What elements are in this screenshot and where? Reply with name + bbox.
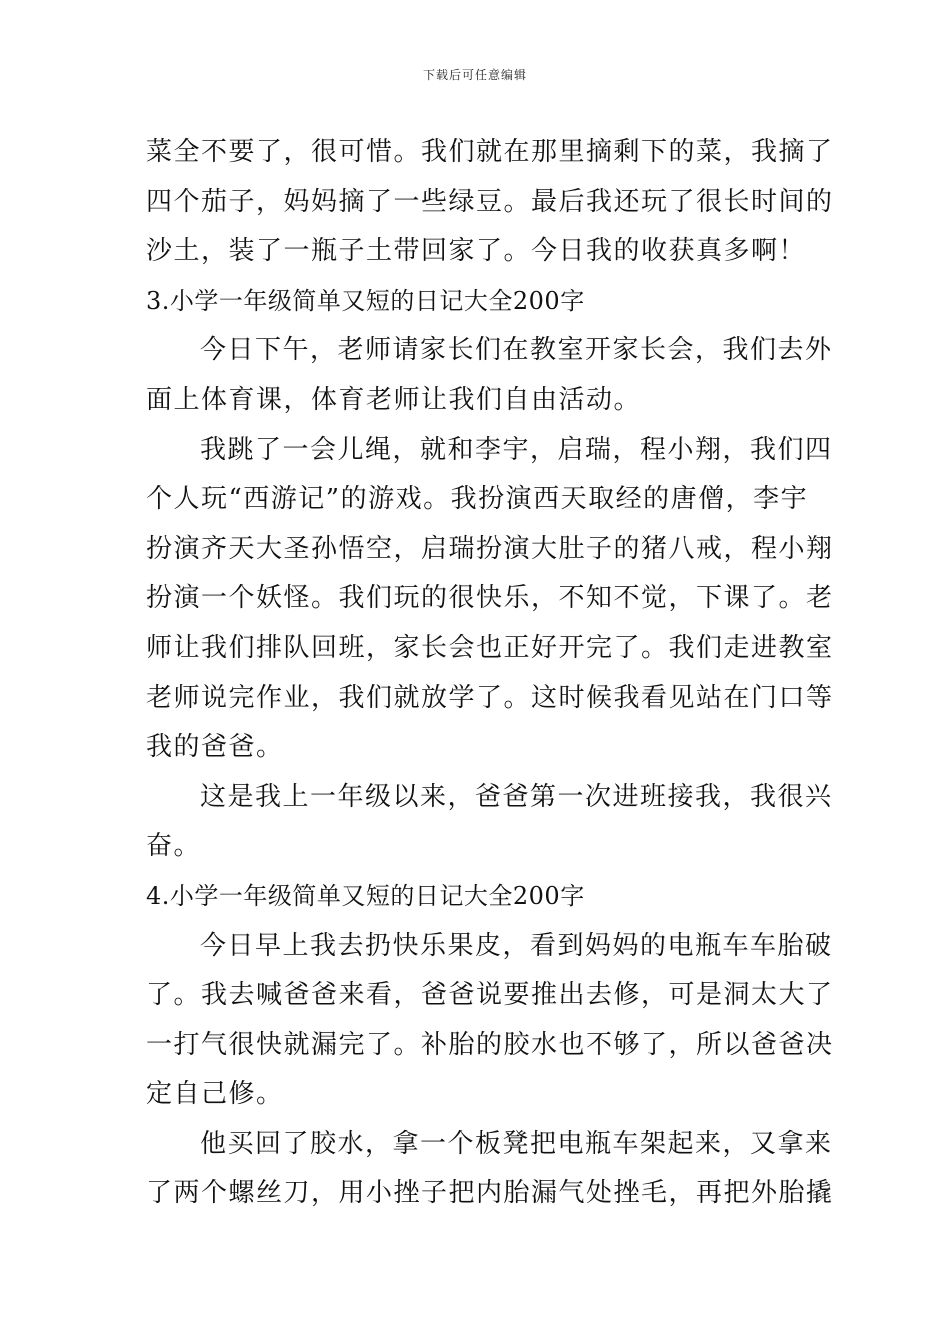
text-line: 我的爸爸。 xyxy=(146,732,284,763)
text-line: 扮演齐天大圣孙悟空，启瑞扮演大肚子的猪八戒，程小翔 xyxy=(146,533,834,564)
text-line: 定自己修。 xyxy=(146,1079,284,1110)
paragraph-first-line: 我跳了一会儿绳，就和李宇，启瑞，程小翔，我们四 xyxy=(200,434,833,465)
text-line: 沙土，装了一瓶子土带回家了。今日我的收获真多啊！ xyxy=(146,236,807,267)
text-line: 四个茄子，妈妈摘了一些绿豆。最后我还玩了很长时间的 xyxy=(146,186,834,217)
text-line: 奋。 xyxy=(146,831,202,862)
paragraph-first-line: 他买回了胶水，拿一个板凳把电瓶车架起来，又拿来 xyxy=(200,1128,833,1159)
text-line: 个人玩“西游记”的游戏。我扮演西天取经的唐僧，李宇 xyxy=(146,484,809,515)
text-line: 老师说完作业，我们就放学了。这时候我看见站在门口等 xyxy=(146,682,834,713)
text-line: 一打气很快就漏完了。补胎的胶水也不够了，所以爸爸决 xyxy=(146,1029,834,1060)
paragraph-first-line: 今日早上我去扔快乐果皮，看到妈妈的电瓶车车胎破 xyxy=(200,930,833,961)
document-body xyxy=(146,128,834,1219)
paragraph-first-line: 这是我上一年级以来，爸爸第一次进班接我，我很兴 xyxy=(200,781,833,812)
section-heading: 4.小学一年级简单又短的日记大全200字 xyxy=(146,881,585,910)
text-line: 面上体育课，体育老师让我们自由活动。 xyxy=(146,384,642,415)
text-line: 师让我们排队回班，家长会也正好开完了。我们走进教室 xyxy=(146,632,834,663)
text-line: 扮演一个妖怪。我们玩的很快乐，不知不觉，下课了。老 xyxy=(146,583,834,614)
text-line: 了两个螺丝刀，用小挫子把内胎漏气处挫毛，再把外胎撬 xyxy=(146,1178,834,1209)
section-heading: 3.小学一年级简单又短的日记大全200字 xyxy=(146,286,585,315)
text-line: 菜全不要了，很可惜。我们就在那里摘剩下的菜，我摘了 xyxy=(146,137,834,167)
header-note: 下载后可任意编辑 xyxy=(422,68,527,82)
paragraph-first-line: 今日下午，老师请家长们在教室开家长会，我们去外 xyxy=(200,335,833,366)
text-line: 了。我去喊爸爸来看，爸爸说要推出去修，可是洞太大了 xyxy=(146,980,834,1011)
